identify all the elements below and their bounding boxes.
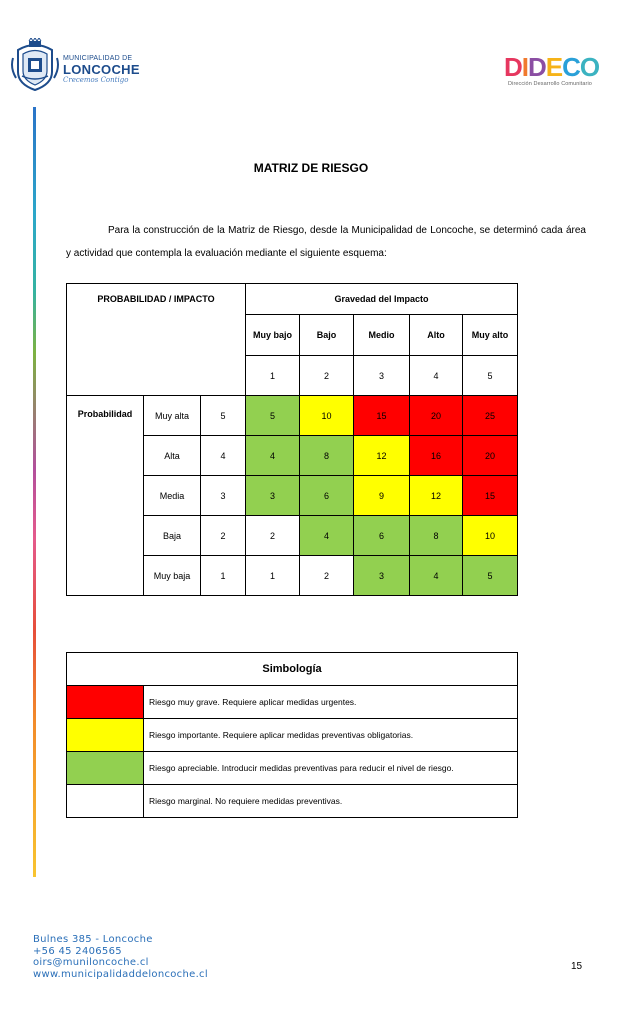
dideco-letter: D — [528, 52, 546, 82]
intro-paragraph — [66, 219, 586, 265]
impact-value: 2 — [300, 356, 354, 396]
municipality-slogan: Crecemos Contigo — [63, 76, 129, 84]
municipality-prefix: MUNICIPALIDAD DE — [63, 55, 133, 62]
legend-color-swatch — [67, 686, 144, 719]
dideco-wordmark — [504, 52, 600, 82]
legend-row — [67, 785, 518, 818]
footer-website[interactable]: www.municipalidaddeloncoche.cl — [33, 968, 208, 980]
risk-cell: 9 — [354, 476, 410, 516]
probability-level-label: Muy alta — [144, 396, 201, 436]
risk-cell: 15 — [354, 396, 410, 436]
risk-cell: 20 — [463, 436, 518, 476]
risk-cell: 3 — [246, 476, 300, 516]
dideco-logo — [504, 52, 600, 87]
probability-level-value: 3 — [201, 476, 246, 516]
impact-value: 4 — [410, 356, 463, 396]
impact-value: 1 — [246, 356, 300, 396]
impact-label: Alto — [410, 315, 463, 356]
risk-cell: 25 — [463, 396, 518, 436]
risk-cell: 6 — [300, 476, 354, 516]
municipality-logo-text — [63, 55, 140, 84]
legend-table — [66, 652, 518, 818]
probability-level-label: Baja — [144, 516, 201, 556]
legend-description: Riesgo importante. Requiere aplicar medidas preventivas obligatorias. — [144, 719, 518, 752]
matrix-row — [67, 396, 518, 436]
dideco-subtitle: Dirección Desarrollo Comunitario — [508, 81, 592, 87]
impact-label: Bajo — [300, 315, 354, 356]
dideco-letter: C — [562, 52, 580, 82]
risk-cell: 12 — [410, 476, 463, 516]
probability-level-label: Alta — [144, 436, 201, 476]
legend-description: Riesgo muy grave. Requiere aplicar medidas urgentes. — [144, 686, 518, 719]
probability-level-value: 4 — [201, 436, 246, 476]
legend-row — [67, 752, 518, 785]
probability-level-value: 1 — [201, 556, 246, 596]
risk-cell: 1 — [246, 556, 300, 596]
risk-cell: 3 — [354, 556, 410, 596]
risk-cell: 2 — [300, 556, 354, 596]
municipal-seal-logo — [10, 38, 60, 92]
dideco-letter: O — [579, 52, 600, 82]
risk-cell: 8 — [410, 516, 463, 556]
footer-address: Bulnes 385 - Loncoche — [33, 934, 153, 945]
municipality-name: LONCOCHE — [63, 62, 140, 77]
risk-cell: 16 — [410, 436, 463, 476]
risk-matrix-table — [66, 283, 518, 596]
probability-level-label: Media — [144, 476, 201, 516]
footer-email[interactable]: oirs@muniloncoche.cl — [33, 957, 149, 968]
gravity-header: Gravedad del Impacto — [246, 284, 518, 315]
dideco-letter: D — [504, 52, 522, 82]
risk-cell: 15 — [463, 476, 518, 516]
footer-phone: +56 45 2406565 — [33, 945, 122, 957]
legend-color-swatch — [67, 752, 144, 785]
impact-value: 3 — [354, 356, 410, 396]
impact-label: Muy alto — [463, 315, 518, 356]
risk-cell: 5 — [246, 396, 300, 436]
dideco-letter: E — [545, 52, 563, 82]
risk-cell: 12 — [354, 436, 410, 476]
impact-value: 5 — [463, 356, 518, 396]
matrix-corner-header: PROBABILIDAD / IMPACTO — [67, 284, 246, 396]
risk-cell: 10 — [463, 516, 518, 556]
probability-label: Probabilidad — [67, 396, 144, 596]
legend-title: Simbología — [67, 653, 518, 686]
risk-cell: 4 — [300, 516, 354, 556]
risk-cell: 4 — [410, 556, 463, 596]
risk-cell: 4 — [246, 436, 300, 476]
probability-level-value: 5 — [201, 396, 246, 436]
dideco-letter: I — [521, 52, 529, 82]
legend-color-swatch — [67, 719, 144, 752]
impact-label: Medio — [354, 315, 410, 356]
risk-cell: 6 — [354, 516, 410, 556]
legend-row — [67, 686, 518, 719]
impact-label: Muy bajo — [246, 315, 300, 356]
matrix-body — [67, 396, 518, 596]
legend-description: Riesgo marginal. No requiere medidas preventivas. — [144, 785, 518, 818]
risk-cell: 2 — [246, 516, 300, 556]
risk-cell: 8 — [300, 436, 354, 476]
risk-cell: 5 — [463, 556, 518, 596]
page-title: MATRIZ DE RIESGO — [253, 161, 369, 175]
intro-paragraph-text: Para la construcción de la Matriz de Riesgo, desde la Municipalidad de Loncoche, se determinó cada área y actividad que contempla la evaluación mediante el siguiente esquema: — [66, 225, 586, 259]
footer-contact — [33, 934, 208, 980]
legend-row — [67, 719, 518, 752]
legend-description: Riesgo apreciable. Introducir medidas preventivas para reducir el nivel de riesgo. — [144, 752, 518, 785]
probability-level-label: Muy baja — [144, 556, 201, 596]
legend-color-swatch — [67, 785, 144, 818]
decorative-gradient-line — [33, 107, 36, 877]
legend-body — [67, 686, 518, 818]
risk-cell: 20 — [410, 396, 463, 436]
page-number: 15 — [571, 961, 583, 972]
risk-cell: 10 — [300, 396, 354, 436]
probability-level-value: 2 — [201, 516, 246, 556]
